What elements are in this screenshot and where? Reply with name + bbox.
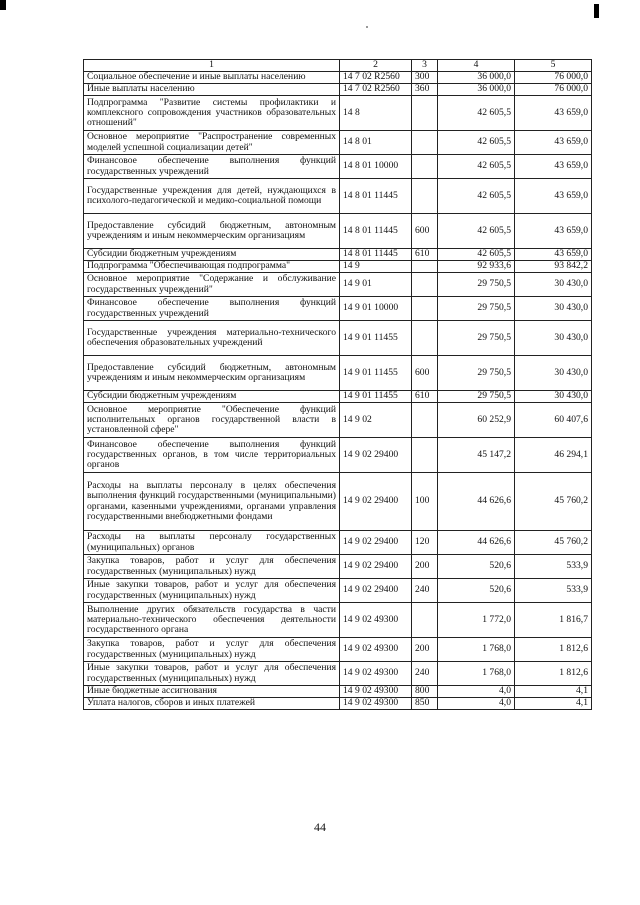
row-name: Финансовое обеспечение выполнения функций государственных учреждений bbox=[84, 155, 340, 179]
row-value-col4: 1 768,0 bbox=[438, 638, 515, 662]
header-col-3: 3 bbox=[412, 60, 438, 72]
row-code: 14 8 01 11445 bbox=[340, 179, 412, 214]
row-code: 14 7 02 R2560 bbox=[340, 72, 412, 84]
row-code: 14 9 01 bbox=[340, 273, 412, 297]
row-value-col5: 1 812,6 bbox=[515, 662, 592, 686]
row-expense-type bbox=[412, 603, 438, 638]
table-row bbox=[84, 579, 592, 603]
table-row bbox=[84, 473, 592, 531]
row-value-col5: 43 659,0 bbox=[515, 96, 592, 131]
row-value-col4: 42 605,5 bbox=[438, 249, 515, 261]
row-value-col4: 42 605,5 bbox=[438, 179, 515, 214]
row-value-col4: 42 605,5 bbox=[438, 131, 515, 155]
row-expense-type bbox=[412, 321, 438, 356]
table-row bbox=[84, 603, 592, 638]
table-row bbox=[84, 261, 592, 273]
table-row bbox=[84, 698, 592, 710]
row-code: 14 8 01 11445 bbox=[340, 214, 412, 249]
table-row bbox=[84, 179, 592, 214]
table-row bbox=[84, 403, 592, 438]
row-name: Расходы на выплаты персоналу государственных (муниципальных) органов bbox=[84, 531, 340, 555]
row-name: Основное мероприятие "Распространение современных моделей успешной социализации детей" bbox=[84, 131, 340, 155]
row-code: 14 9 01 11455 bbox=[340, 391, 412, 403]
table-row bbox=[84, 662, 592, 686]
row-name: Выполнение других обязательств государства в части материально-технического обеспечения деятельности государственного органа bbox=[84, 603, 340, 638]
row-name: Иные бюджетные ассигнования bbox=[84, 686, 340, 698]
table-row bbox=[84, 131, 592, 155]
row-expense-type bbox=[412, 438, 438, 473]
row-expense-type bbox=[412, 155, 438, 179]
table-row bbox=[84, 72, 592, 84]
header-col-4: 4 bbox=[438, 60, 515, 72]
row-value-col5: 60 407,6 bbox=[515, 403, 592, 438]
row-name: Финансовое обеспечение выполнения функций государственных учреждений bbox=[84, 297, 340, 321]
header-col-2: 2 bbox=[340, 60, 412, 72]
row-name: Иные закупки товаров, работ и услуг для обеспечения государственных (муниципальных) нужд bbox=[84, 579, 340, 603]
row-expense-type: 200 bbox=[412, 638, 438, 662]
row-code: 14 9 02 49300 bbox=[340, 603, 412, 638]
row-code: 14 9 02 29400 bbox=[340, 438, 412, 473]
row-expense-type: 610 bbox=[412, 249, 438, 261]
table-row bbox=[84, 214, 592, 249]
table-row bbox=[84, 273, 592, 297]
row-name: Предоставление субсидий бюджетным, автономным учреждениям и иным некоммерческим организациям bbox=[84, 356, 340, 391]
row-code: 14 9 02 bbox=[340, 403, 412, 438]
table-row bbox=[84, 391, 592, 403]
header-row bbox=[84, 60, 592, 72]
row-code: 14 9 02 29400 bbox=[340, 579, 412, 603]
row-value-col5: 43 659,0 bbox=[515, 214, 592, 249]
row-name: Социальное обеспечение и иные выплаты населению bbox=[84, 72, 340, 84]
row-value-col4: 1 772,0 bbox=[438, 603, 515, 638]
row-value-col5: 4,1 bbox=[515, 698, 592, 710]
row-code: 14 8 01 bbox=[340, 131, 412, 155]
row-code: 14 8 01 11445 bbox=[340, 249, 412, 261]
page-number: 44 bbox=[314, 820, 326, 834]
row-expense-type bbox=[412, 261, 438, 273]
row-code: 14 9 bbox=[340, 261, 412, 273]
row-value-col5: 93 842,2 bbox=[515, 261, 592, 273]
table-body bbox=[84, 72, 592, 710]
row-name: Основное мероприятие "Содержание и обслуживание государственных учреждений" bbox=[84, 273, 340, 297]
table-row bbox=[84, 321, 592, 356]
table-row bbox=[84, 155, 592, 179]
row-value-col5: 45 760,2 bbox=[515, 473, 592, 531]
row-name: Уплата налогов, сборов и иных платежей bbox=[84, 698, 340, 710]
table-row bbox=[84, 356, 592, 391]
row-value-col5: 46 294,1 bbox=[515, 438, 592, 473]
row-value-col4: 29 750,5 bbox=[438, 356, 515, 391]
row-value-col5: 43 659,0 bbox=[515, 179, 592, 214]
row-value-col4: 42 605,5 bbox=[438, 214, 515, 249]
row-value-col5: 1 816,7 bbox=[515, 603, 592, 638]
row-name: Подпрограмма "Развитие системы профилактики и комплексного сопровождения участников образовательных отношений" bbox=[84, 96, 340, 131]
row-value-col4: 44 626,6 bbox=[438, 473, 515, 531]
row-code: 14 8 01 10000 bbox=[340, 155, 412, 179]
row-value-col5: 1 812,6 bbox=[515, 638, 592, 662]
row-code: 14 9 02 49300 bbox=[340, 638, 412, 662]
row-code: 14 9 01 11455 bbox=[340, 321, 412, 356]
row-name: Государственные учреждения для детей, нуждающихся в психолого-педагогической и медико-социальной помощи bbox=[84, 179, 340, 214]
row-value-col4: 4,0 bbox=[438, 698, 515, 710]
row-value-col5: 30 430,0 bbox=[515, 391, 592, 403]
row-value-col4: 92 933,6 bbox=[438, 261, 515, 273]
row-expense-type: 120 bbox=[412, 531, 438, 555]
row-expense-type: 100 bbox=[412, 473, 438, 531]
table-row bbox=[84, 686, 592, 698]
row-value-col4: 520,6 bbox=[438, 555, 515, 579]
row-value-col4: 42 605,5 bbox=[438, 96, 515, 131]
row-value-col4: 29 750,5 bbox=[438, 297, 515, 321]
row-value-col4: 29 750,5 bbox=[438, 321, 515, 356]
row-value-col5: 30 430,0 bbox=[515, 273, 592, 297]
header-col-1: 1 bbox=[84, 60, 340, 72]
row-expense-type: 200 bbox=[412, 555, 438, 579]
row-value-col4: 42 605,5 bbox=[438, 155, 515, 179]
row-name: Иные закупки товаров, работ и услуг для обеспечения государственных (муниципальных) нужд bbox=[84, 662, 340, 686]
row-value-col5: 30 430,0 bbox=[515, 297, 592, 321]
row-name: Финансовое обеспечение выполнения функций государственных органов, в том числе территориальных органов bbox=[84, 438, 340, 473]
row-expense-type bbox=[412, 403, 438, 438]
row-code: 14 9 02 49300 bbox=[340, 686, 412, 698]
table-row bbox=[84, 638, 592, 662]
row-expense-type: 600 bbox=[412, 214, 438, 249]
row-expense-type bbox=[412, 297, 438, 321]
row-value-col5: 4,1 bbox=[515, 686, 592, 698]
row-name: Предоставление субсидий бюджетным, автономным учреждениям и иным некоммерческим организациям bbox=[84, 214, 340, 249]
row-value-col5: 30 430,0 bbox=[515, 321, 592, 356]
row-code: 14 8 bbox=[340, 96, 412, 131]
row-expense-type: 240 bbox=[412, 662, 438, 686]
row-code: 14 9 02 29400 bbox=[340, 473, 412, 531]
row-value-col4: 520,6 bbox=[438, 579, 515, 603]
row-value-col4: 36 000,0 bbox=[438, 84, 515, 96]
scan-mark-right bbox=[594, 4, 599, 18]
row-value-col4: 29 750,5 bbox=[438, 273, 515, 297]
row-expense-type: 360 bbox=[412, 84, 438, 96]
row-expense-type: 600 bbox=[412, 356, 438, 391]
row-expense-type bbox=[412, 273, 438, 297]
row-code: 14 9 02 49300 bbox=[340, 662, 412, 686]
row-name: Субсидии бюджетным учреждениям bbox=[84, 391, 340, 403]
table-row bbox=[84, 555, 592, 579]
row-value-col4: 60 252,9 bbox=[438, 403, 515, 438]
row-name: Иные выплаты населению bbox=[84, 84, 340, 96]
row-code: 14 9 02 49300 bbox=[340, 698, 412, 710]
row-value-col4: 36 000,0 bbox=[438, 72, 515, 84]
table-row bbox=[84, 438, 592, 473]
row-code: 14 9 02 29400 bbox=[340, 531, 412, 555]
row-name: Закупка товаров, работ и услуг для обеспечения государственных (муниципальных) нужд bbox=[84, 555, 340, 579]
row-name: Государственные учреждения материально-технического обеспечения образовательных учреждений bbox=[84, 321, 340, 356]
row-expense-type bbox=[412, 96, 438, 131]
table-row bbox=[84, 96, 592, 131]
row-value-col5: 76 000,0 bbox=[515, 84, 592, 96]
row-value-col5: 45 760,2 bbox=[515, 531, 592, 555]
row-value-col4: 1 768,0 bbox=[438, 662, 515, 686]
row-expense-type: 240 bbox=[412, 579, 438, 603]
table-row bbox=[84, 249, 592, 261]
row-code: 14 9 01 10000 bbox=[340, 297, 412, 321]
row-expense-type: 300 bbox=[412, 72, 438, 84]
row-expense-type: 800 bbox=[412, 686, 438, 698]
budget-table bbox=[83, 59, 592, 710]
row-code: 14 9 01 11455 bbox=[340, 356, 412, 391]
row-value-col5: 30 430,0 bbox=[515, 356, 592, 391]
row-value-col4: 4,0 bbox=[438, 686, 515, 698]
row-value-col5: 76 000,0 bbox=[515, 72, 592, 84]
row-expense-type: 850 bbox=[412, 698, 438, 710]
row-value-col5: 43 659,0 bbox=[515, 155, 592, 179]
row-value-col5: 533,9 bbox=[515, 555, 592, 579]
scan-speck bbox=[366, 26, 368, 28]
row-value-col4: 45 147,2 bbox=[438, 438, 515, 473]
table-row bbox=[84, 84, 592, 96]
row-name: Субсидии бюджетным учреждениям bbox=[84, 249, 340, 261]
row-value-col4: 29 750,5 bbox=[438, 391, 515, 403]
header-col-5: 5 bbox=[515, 60, 592, 72]
row-name: Расходы на выплаты персоналу в целях обеспечения выполнения функций государственными (муниципальными) органами, казенными учреждениями, органами управления государственными внебюджетными фондами bbox=[84, 473, 340, 531]
row-value-col4: 44 626,6 bbox=[438, 531, 515, 555]
row-code: 14 7 02 R2560 bbox=[340, 84, 412, 96]
row-value-col5: 533,9 bbox=[515, 579, 592, 603]
row-code: 14 9 02 29400 bbox=[340, 555, 412, 579]
scan-mark-left bbox=[0, 0, 6, 10]
row-value-col5: 43 659,0 bbox=[515, 131, 592, 155]
row-expense-type bbox=[412, 131, 438, 155]
row-name: Основное мероприятие "Обеспечение функций исполнительных органов государственной власти в установленной сфере" bbox=[84, 403, 340, 438]
row-name: Закупка товаров, работ и услуг для обеспечения государственных (муниципальных) нужд bbox=[84, 638, 340, 662]
row-expense-type: 610 bbox=[412, 391, 438, 403]
row-name: Подпрограмма "Обеспечивающая подпрограмма" bbox=[84, 261, 340, 273]
row-value-col5: 43 659,0 bbox=[515, 249, 592, 261]
table-row bbox=[84, 297, 592, 321]
table-row bbox=[84, 531, 592, 555]
row-expense-type bbox=[412, 179, 438, 214]
